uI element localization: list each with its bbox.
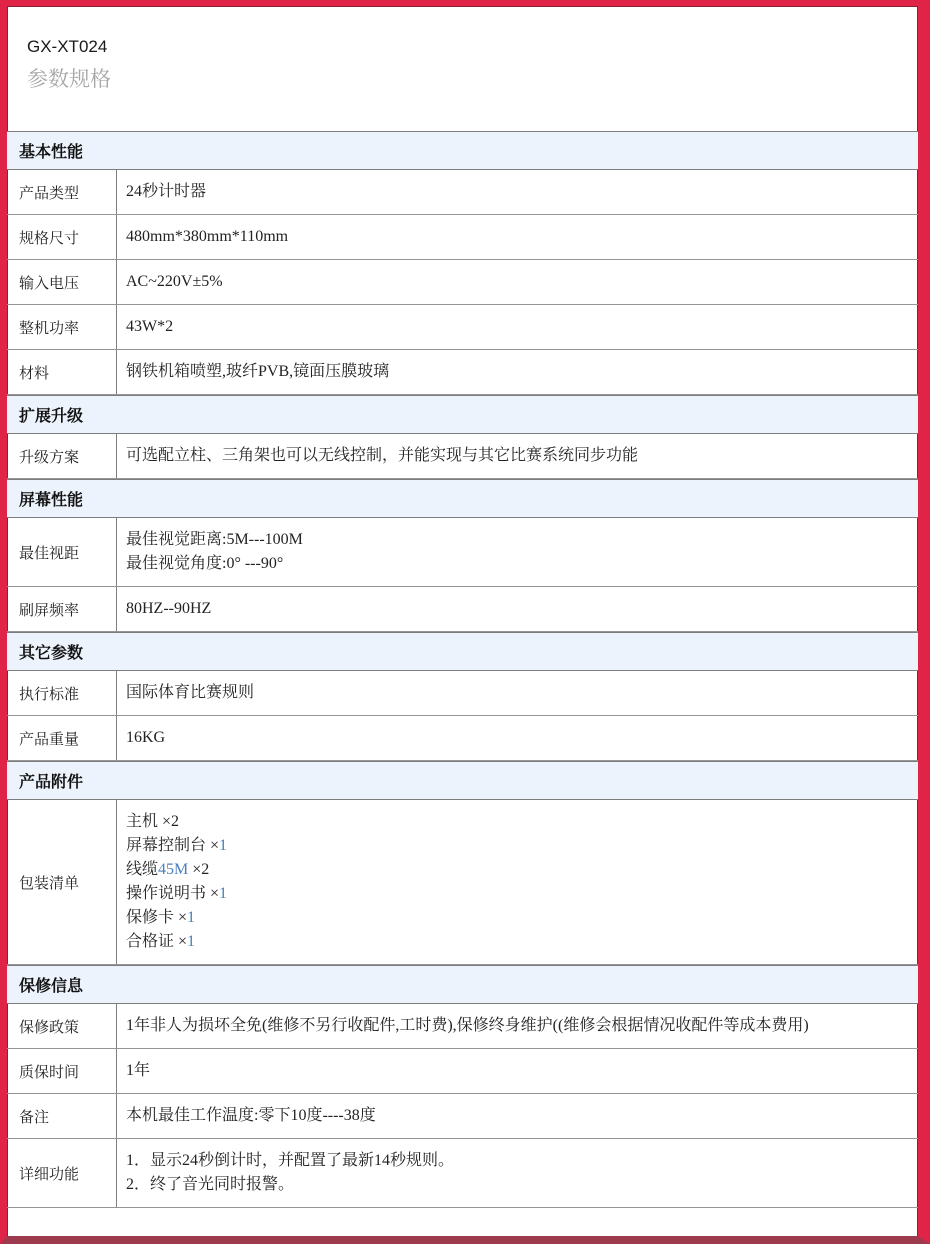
row-value (117, 518, 918, 586)
row-value: 80HZ--90HZ (126, 600, 212, 617)
section-header: 基本性能 (7, 131, 918, 170)
row-label: 规格尺寸 (7, 215, 117, 259)
row-label: 详细功能 (7, 1139, 117, 1207)
row-label: 包装清单 (7, 800, 117, 964)
bottom-spacer (7, 1208, 918, 1236)
spec-row (7, 587, 918, 632)
row-label: 备注 (7, 1094, 117, 1138)
section-header: 保修信息 (7, 965, 918, 1004)
spec-row (7, 215, 918, 260)
row-value: 1年非人为损坏全免(维修不另行收配件,工时费),保修终身维护((维修会根据情况收配件等成本费用) (126, 1017, 809, 1034)
row-value (117, 1139, 918, 1207)
spec-row (7, 1139, 918, 1208)
row-value: 可选配立柱、三角架也可以无线控制，并能实现与其它比赛系统同步功能 (126, 447, 639, 464)
value-line (126, 930, 908, 954)
row-value: 1年 (126, 1062, 151, 1079)
row-label: 质保时间 (7, 1049, 117, 1093)
row-value: 本机最佳工作温度:零下10度----38度 (126, 1107, 376, 1124)
value-text: 线缆 (126, 861, 159, 878)
row-label: 升级方案 (7, 434, 117, 478)
value-text: 操作说明书 × (126, 885, 220, 902)
section-header: 屏幕性能 (7, 479, 918, 518)
value-text: 最佳视觉角度:0° ---90° (126, 555, 284, 572)
value-line (126, 834, 908, 858)
spec-row (7, 671, 918, 716)
spec-row (7, 800, 918, 965)
value-line (126, 1149, 908, 1173)
product-code: GX-XT024 (27, 37, 108, 56)
value-text: 合格证 × (126, 933, 188, 950)
row-value: 国际体育比赛规则 (126, 684, 255, 701)
page-title: 参数规格 (27, 68, 111, 91)
row-label: 最佳视距 (7, 518, 117, 586)
value-text: 1 (187, 909, 196, 926)
title-block (7, 6, 918, 94)
row-label: 材料 (7, 350, 117, 394)
spec-row (7, 170, 918, 215)
row-value: 16KG (126, 729, 166, 746)
value-line (126, 882, 908, 906)
value-text: ×2 (188, 861, 210, 878)
value-text: 1 (219, 885, 228, 902)
value-text: 1 (219, 837, 228, 854)
value-line (126, 858, 908, 882)
value-line (126, 906, 908, 930)
value-text: 主机 ×2 (126, 813, 180, 830)
value-text: 2．终了音光同时报警。 (126, 1176, 295, 1193)
section-header: 产品附件 (7, 761, 918, 800)
value-line (126, 810, 908, 834)
value-text: 屏幕控制台 × (126, 837, 220, 854)
value-text: 1 (187, 933, 196, 950)
row-label: 产品类型 (7, 170, 117, 214)
spec-row (7, 1004, 918, 1049)
row-value: 43W*2 (126, 318, 174, 335)
spec-row (7, 305, 918, 350)
spec-row (7, 260, 918, 305)
value-text: 1．显示24秒倒计时，并配置了最新14秒规则。 (126, 1152, 455, 1169)
spec-row (7, 518, 918, 587)
spec-row (7, 1094, 918, 1139)
spec-row (7, 434, 918, 479)
row-value: 24秒计时器 (126, 183, 207, 200)
row-label: 执行标准 (7, 671, 117, 715)
value-line (126, 552, 908, 576)
value-line (126, 1173, 908, 1197)
value-text: 45M (158, 861, 189, 878)
section-header: 其它参数 (7, 632, 918, 671)
spec-row (7, 350, 918, 395)
section-header: 扩展升级 (7, 395, 918, 434)
row-value: AC~220V±5% (126, 273, 223, 290)
row-value (117, 800, 918, 964)
row-value: 480mm*380mm*110mm (126, 228, 289, 245)
spec-table (7, 131, 918, 1208)
row-label: 保修政策 (7, 1004, 117, 1048)
spec-row (7, 1049, 918, 1094)
value-line (126, 528, 908, 552)
row-label: 整机功率 (7, 305, 117, 349)
value-text: 最佳视觉距离:5M---100M (126, 531, 303, 548)
row-label: 刷屏频率 (7, 587, 117, 631)
row-label: 产品重量 (7, 716, 117, 760)
row-value: 钢铁机箱喷塑,玻纤PVB,镜面压膜玻璃 (126, 363, 390, 380)
value-text: 保修卡 × (126, 909, 188, 926)
row-label: 输入电压 (7, 260, 117, 304)
spec-row (7, 716, 918, 761)
